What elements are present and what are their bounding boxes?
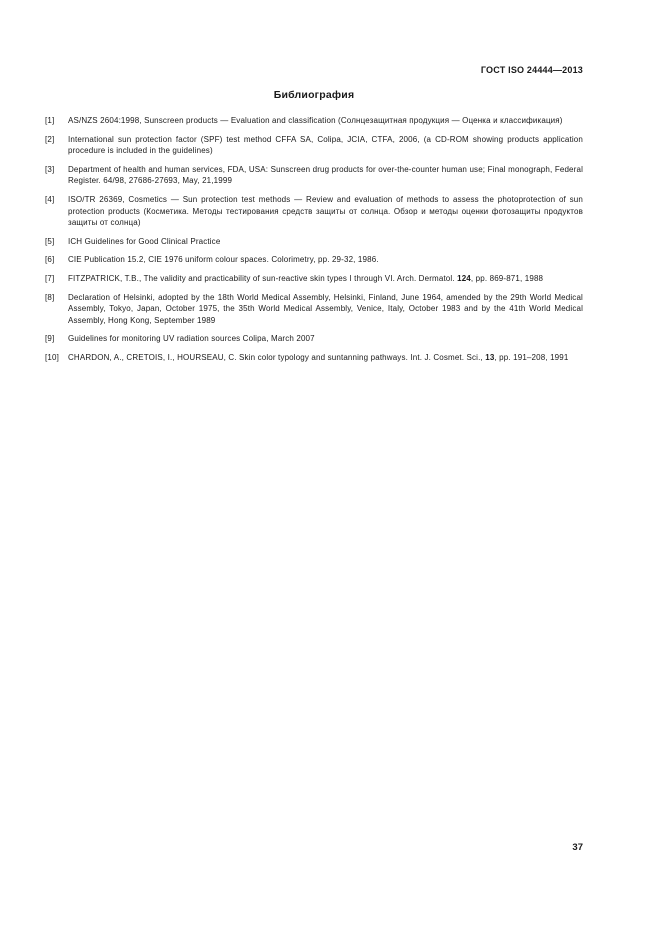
reference-text-segment: ISO/TR 26369, Cosmetics — Sun protection test methods — Review and evaluation of methods to assess the photoprotection of sun protection products (Косметика. Методы тестирования средств защиты от солнца. Обзор и методы оценки фотозащиты продуктов защиты от солнца): [68, 194, 583, 228]
reference-text: [68, 134, 583, 157]
page-title: Библиография: [273, 89, 355, 101]
reference-number: [2]: [45, 134, 55, 144]
reference-text: [68, 352, 583, 364]
reference-text-segment: Declaration of Helsinki, adopted by the 18th World Medical Assembly, Helsinki, Finland, June 1964, amended by the 29th World Medical Assembly, Tokyo, Japan, October 1975, the 35th World Medical Assembly, Venice, Italy, October 1983 and by the 41th World Medical Assembly, Hong Kong, September 1989: [68, 292, 583, 325]
reference-bold-segment: 124: [457, 273, 471, 283]
reference-text-segment: , pp. 869-871, 1988: [470, 273, 544, 283]
reference-number: [8]: [45, 292, 55, 302]
reference-text: [68, 292, 583, 327]
reference-text: [68, 115, 583, 127]
bibliography-entry: [45, 254, 583, 266]
document-code: ГОСТ ISO 24444—2013: [480, 65, 583, 75]
reference-text: [68, 273, 583, 285]
reference-text-segment: AS/NZS 2604:1998, Sunscreen products — Evaluation and classification (Солнцезащитная продукция — Оценка и классификация): [68, 116, 563, 125]
reference-text-segment: , pp. 191–208, 1991: [494, 352, 569, 362]
reference-text: [68, 333, 583, 345]
bibliography-entry: [45, 292, 583, 327]
reference-number: [5]: [45, 236, 55, 246]
bibliography-entry: [45, 115, 583, 127]
reference-text: [68, 164, 583, 187]
reference-text: [68, 236, 583, 248]
reference-text-segment: Department of health and human services, FDA, USA: Sunscreen drug products for over-the-counter human use; Final monograph, Federal Register. 64/98, 27686-27693, May, 21,1999: [68, 164, 583, 186]
reference-number: [4]: [45, 194, 55, 204]
reference-number: [1]: [45, 116, 55, 125]
reference-number: [3]: [45, 164, 55, 174]
bibliography-entry: [45, 333, 583, 345]
bibliography-entry: [45, 236, 583, 248]
reference-number: [10]: [45, 352, 59, 362]
page-number: 37: [572, 842, 583, 853]
reference-text-segment: CIE Publication 15.2, CIE 1976 uniform colour spaces. Colorimetry, pp. 29-32, 1986.: [68, 255, 379, 265]
reference-text-segment: International sun protection factor (SPF) test method CFFA SA, Colipa, JCIA, CTFA, 2006, (a CD-ROM showing products application procedure is included in the guidelines): [68, 134, 583, 156]
reference-number: [9]: [45, 334, 55, 344]
document-code-header: [45, 65, 583, 75]
reference-number: [6]: [45, 255, 55, 265]
reference-number: [7]: [45, 273, 55, 283]
reference-text-segment: Guidelines for monitoring UV radiation sources Colipa, March 2007: [68, 334, 315, 344]
reference-text: [68, 254, 583, 266]
reference-text-segment: ICH Guidelines for Good Clinical Practice: [68, 236, 221, 246]
bibliography-list: [45, 115, 583, 371]
bibliography-entry: [45, 273, 583, 285]
bibliography-entry: [45, 134, 583, 157]
reference-bold-segment: 13: [485, 352, 495, 362]
reference-text-segment: CHARDON, A., CRETOIS, I., HOURSEAU, C. Skin color typology and suntanning pathways. Int. J. Cosmet. Sci.,: [68, 352, 486, 362]
bibliography-entry: [45, 194, 583, 229]
bibliography-entry: [45, 352, 583, 364]
bibliography-entry: [45, 164, 583, 187]
reference-text-segment: FITZPATRICK, T.B., The validity and practicability of sun-reactive skin types I through VI. Arch. Dermatol.: [68, 273, 458, 283]
reference-text: [68, 194, 583, 229]
